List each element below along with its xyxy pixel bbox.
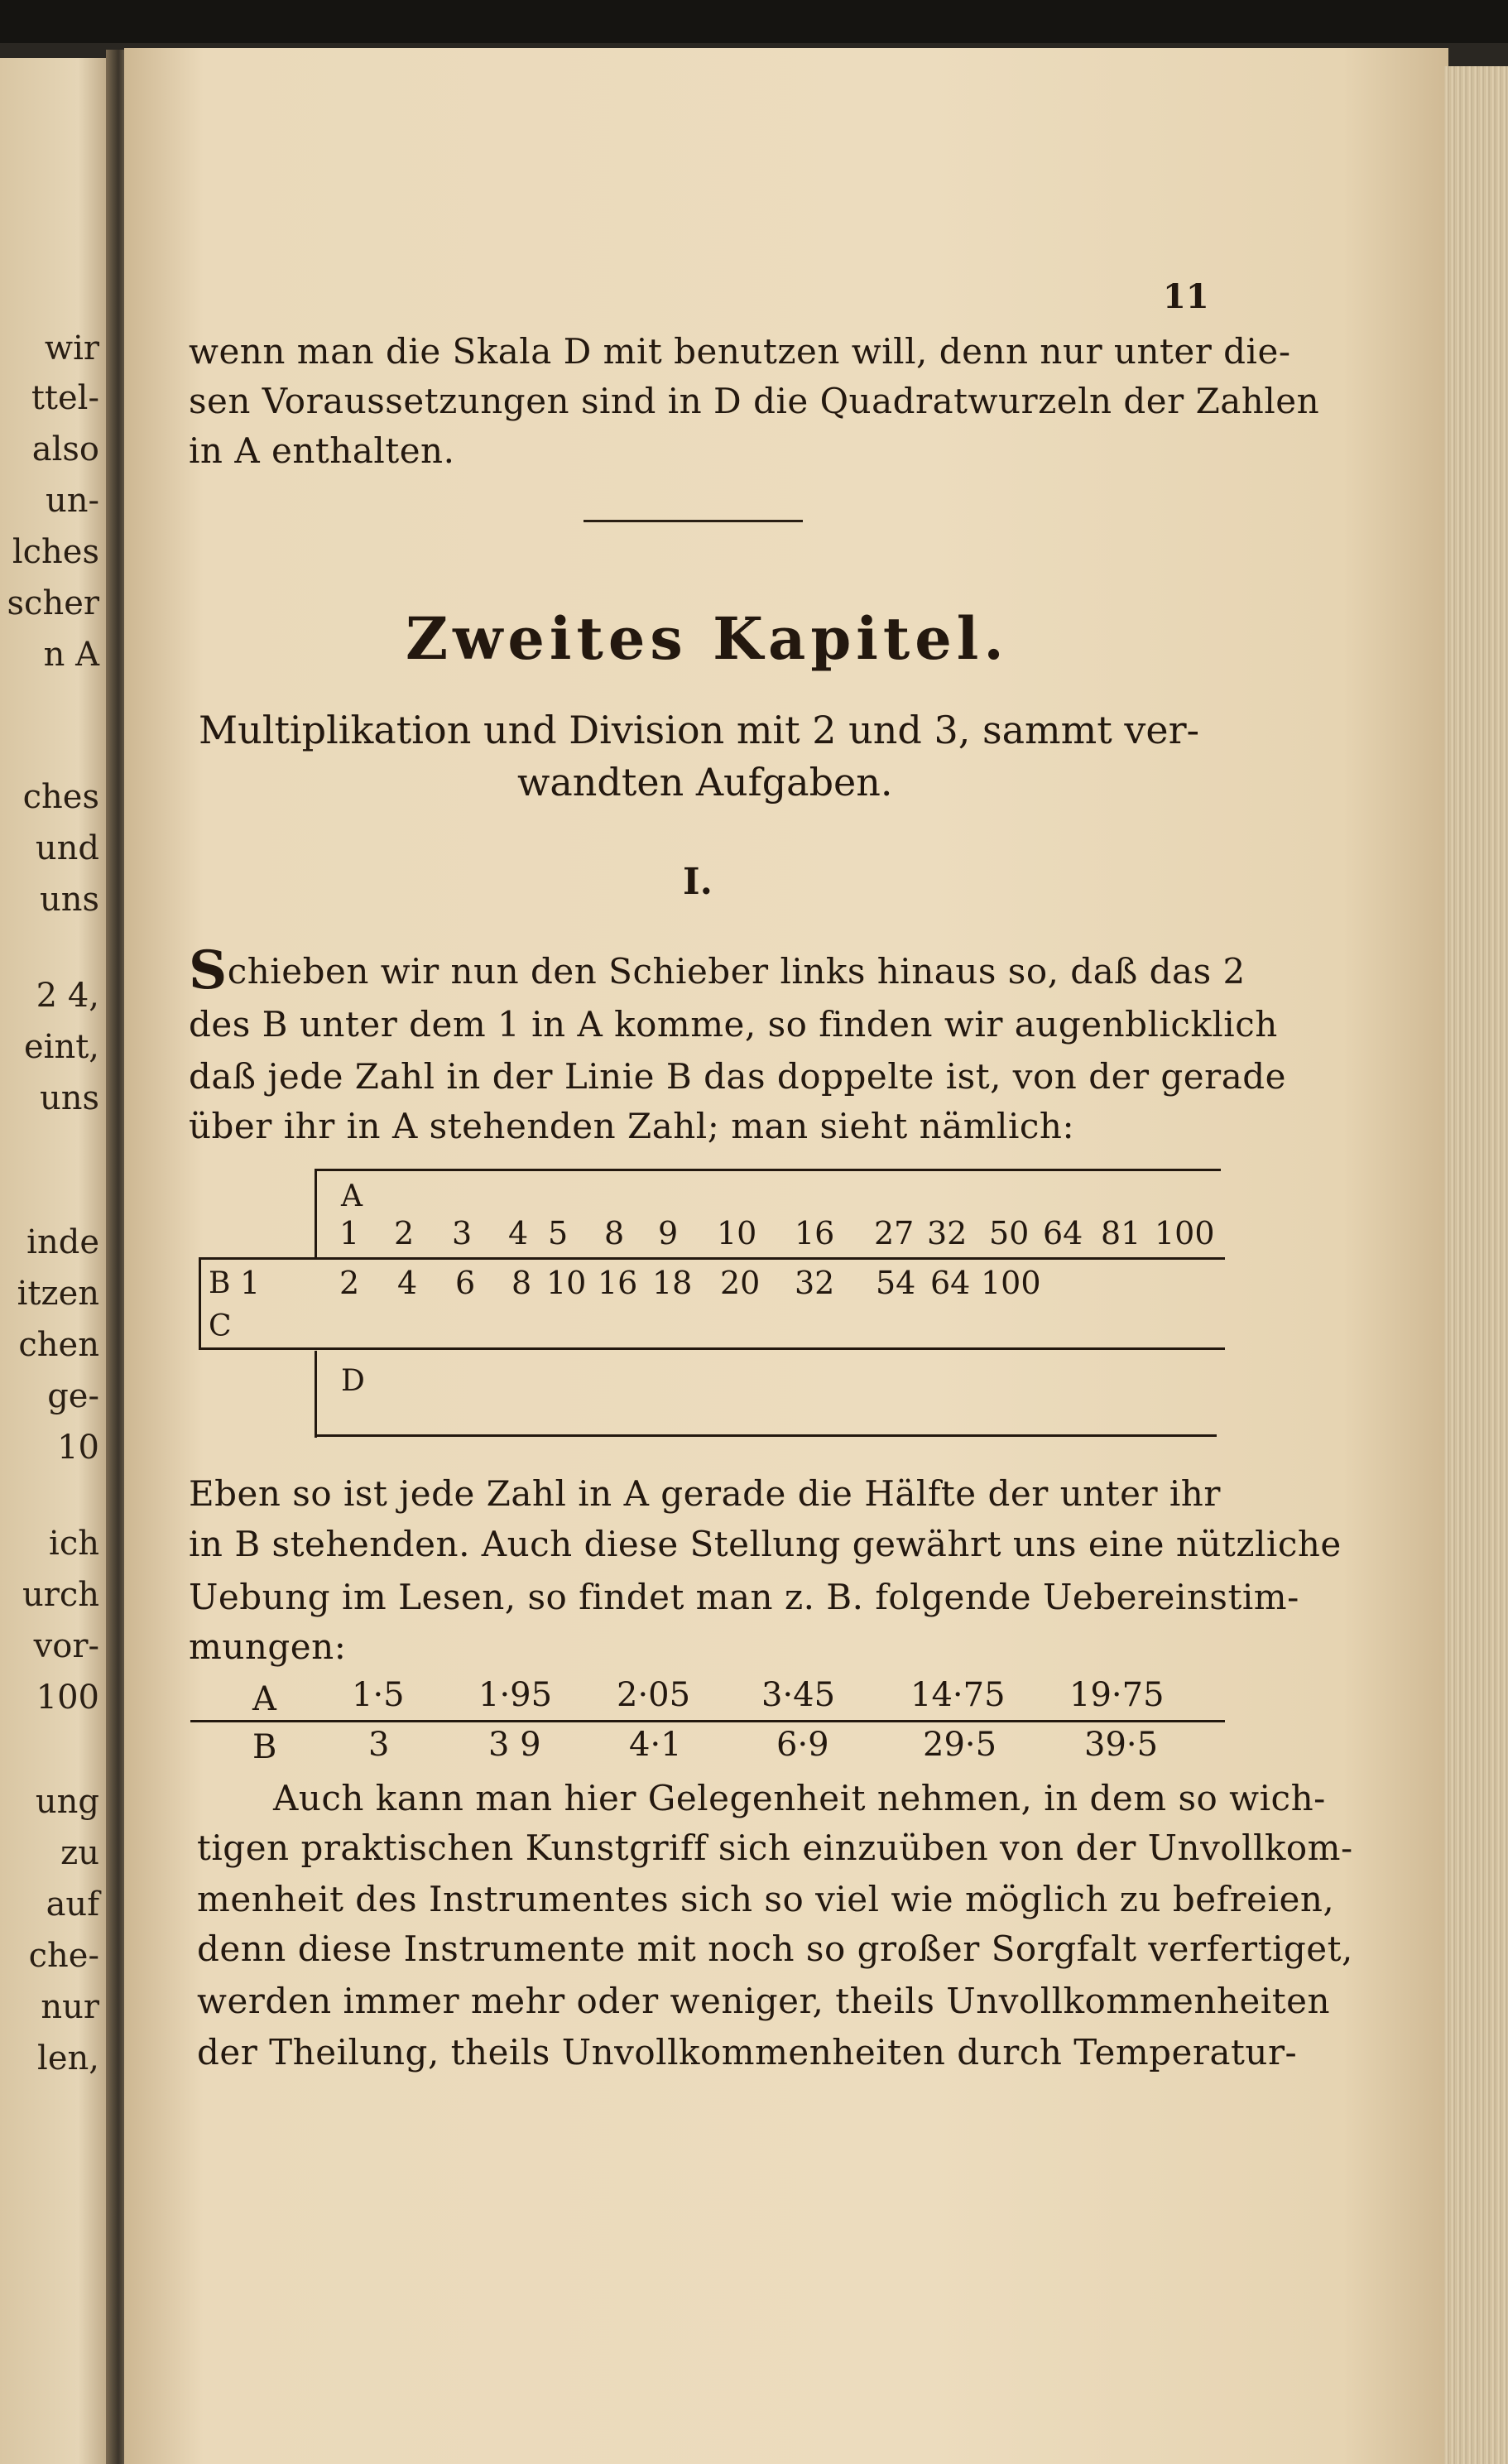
scale-value: 8 [604,1215,625,1251]
scale-value: 32 [795,1265,835,1301]
scale-value: 20 [720,1265,761,1301]
left-line: uns [39,1079,99,1117]
left-line: inde [26,1223,99,1261]
slider-bottom-line [199,1347,1225,1350]
text-line: mungen: [189,1626,347,1667]
scale-value: 2 [339,1265,360,1301]
table-cell: 2·05 [617,1676,691,1714]
scale-value: 16 [598,1265,638,1301]
scale-value: 10 [717,1215,757,1251]
table-cell: 1·95 [478,1676,553,1714]
scale-value: 16 [795,1215,835,1251]
left-line: ung [35,1783,99,1821]
text-span: chieben wir nun den Schieber links hinaus so, daß das 2 [227,951,1246,992]
text-line: tigen praktischen Kunstgriff sich einzuüben von der Unvollkom- [197,1828,1353,1868]
section-divider [584,520,803,522]
drop-cap: S [189,939,228,1001]
rule-line [315,1169,317,1260]
left-line: urch [22,1576,99,1614]
left-line: 10 [57,1429,99,1467]
table-cell: 4·1 [629,1726,682,1764]
scale-value: 50 [989,1215,1030,1251]
slider-top-line [199,1257,1225,1260]
left-line: ttel- [31,379,99,417]
left-line: vor- [33,1627,99,1665]
text-line [189,939,1246,1001]
text-line: wenn man die Skala D mit benutzen will, denn nur unter die- [189,331,1291,372]
scale-value: 1 [240,1265,261,1301]
left-line: lches [12,533,99,571]
left-line: ich [49,1525,99,1563]
page-edges [1444,66,1508,2464]
text-line: in A enthalten. [189,430,455,471]
left-page [0,58,112,2464]
scale-value: 5 [548,1215,569,1251]
left-line: che- [28,1937,99,1975]
text-line: in B stehenden. Auch diese Stellung gewährt uns eine nützliche [189,1524,1342,1564]
text-line: über ihr in A stehenden Zahl; man sieht nämlich: [189,1106,1075,1146]
left-line: 2 4, [36,977,99,1015]
left-line: und [35,829,99,867]
scale-value: 3 [452,1215,473,1251]
scale-value: 4 [508,1215,529,1251]
text-line: Eben so ist jede Zahl in A gerade die Hälfte der unter ihr [189,1473,1221,1514]
left-line: zu [60,1834,99,1872]
chapter-title: Zweites Kapitel. [406,604,1009,673]
left-line: auf [46,1885,99,1924]
table-cell: 14·75 [910,1676,1006,1714]
table-cell: 19·75 [1069,1676,1165,1714]
scale-value: 9 [658,1215,679,1251]
scale-label-a: A [341,1179,363,1213]
text-line: denn diese Instrumente mit noch so großer Sorgfalt verfertiget, [197,1928,1353,1969]
table-cell: 3 [368,1726,390,1764]
scale-value: 64 [930,1265,971,1301]
table-cell: 39·5 [1084,1726,1159,1764]
scale-value: 27 [874,1215,915,1251]
scale-value: 4 [397,1265,418,1301]
page-number: 11 [1163,277,1209,316]
left-line: n A [43,636,99,674]
left-line: ge- [47,1377,99,1415]
table-cell: 3·45 [761,1676,836,1714]
scale-value: 64 [1043,1215,1083,1251]
left-line: chen [18,1326,99,1364]
slider-left-line [199,1257,201,1350]
scale-value: 32 [927,1215,968,1251]
scale-value: 8 [511,1265,532,1301]
chapter-subtitle: Multiplikation und Division mit 2 und 3, sammt ver- [199,708,1200,752]
text-line: werden immer mehr oder weniger, theils Unvollkommenheiten [197,1981,1330,2021]
row-label: B [252,1728,277,1766]
text-line: der Theilung, theils Unvollkommenheiten durch Temperatur- [197,2032,1298,2073]
rule-line [315,1169,1221,1171]
table-cell: 3 9 [488,1726,541,1764]
left-line: also [31,430,99,468]
section-number: I. [683,861,713,903]
left-line: ches [22,778,99,816]
scale-value: 1 [339,1215,360,1251]
scale-value: 6 [455,1265,476,1301]
left-line: len, [37,2039,99,2077]
scale-value: 81 [1101,1215,1141,1251]
rule-line [315,1351,317,1438]
text-line: Uebung im Lesen, so findet man z. B. folgende Uebereinstim- [189,1577,1299,1617]
scale-value: 10 [546,1265,587,1301]
scale-label-d: D [341,1364,365,1398]
scale-label-c: C [209,1309,232,1343]
left-line: scher [7,584,99,622]
left-line: un- [45,482,99,520]
table-divider [190,1720,1225,1722]
text-line: menheit des Instrumentes sich so viel wie möglich zu befreien, [197,1879,1335,1919]
scale-value: 2 [394,1215,415,1251]
table-cell: 6·9 [776,1726,829,1764]
rule-bottom-line [315,1434,1217,1437]
scale-value: 18 [652,1265,693,1301]
scale-value: 100 [981,1265,1041,1301]
table-cell: 29·5 [923,1726,997,1764]
left-line: uns [39,881,99,919]
scale-label-b: B [209,1266,231,1300]
left-line: wir [44,329,99,367]
table-cell: 1·5 [352,1676,405,1714]
text-line: Auch kann man hier Gelegenheit nehmen, in dem so wich- [273,1778,1326,1818]
left-line: nur [41,1988,99,2026]
scale-value: 100 [1155,1215,1215,1251]
text-line: daß jede Zahl in der Linie B das doppelte ist, von der gerade [189,1056,1286,1097]
chapter-subtitle: wandten Aufgaben. [517,760,893,805]
left-line: eint, [23,1028,99,1066]
left-line: itzen [17,1275,99,1313]
text-line: des B unter dem 1 in A komme, so finden wir augenblicklich [189,1004,1278,1045]
left-line: 100 [36,1679,99,1717]
text-line: sen Voraussetzungen sind in D die Quadratwurzeln der Zahlen [189,381,1320,421]
row-label: A [252,1680,276,1718]
scale-value: 54 [876,1265,916,1301]
